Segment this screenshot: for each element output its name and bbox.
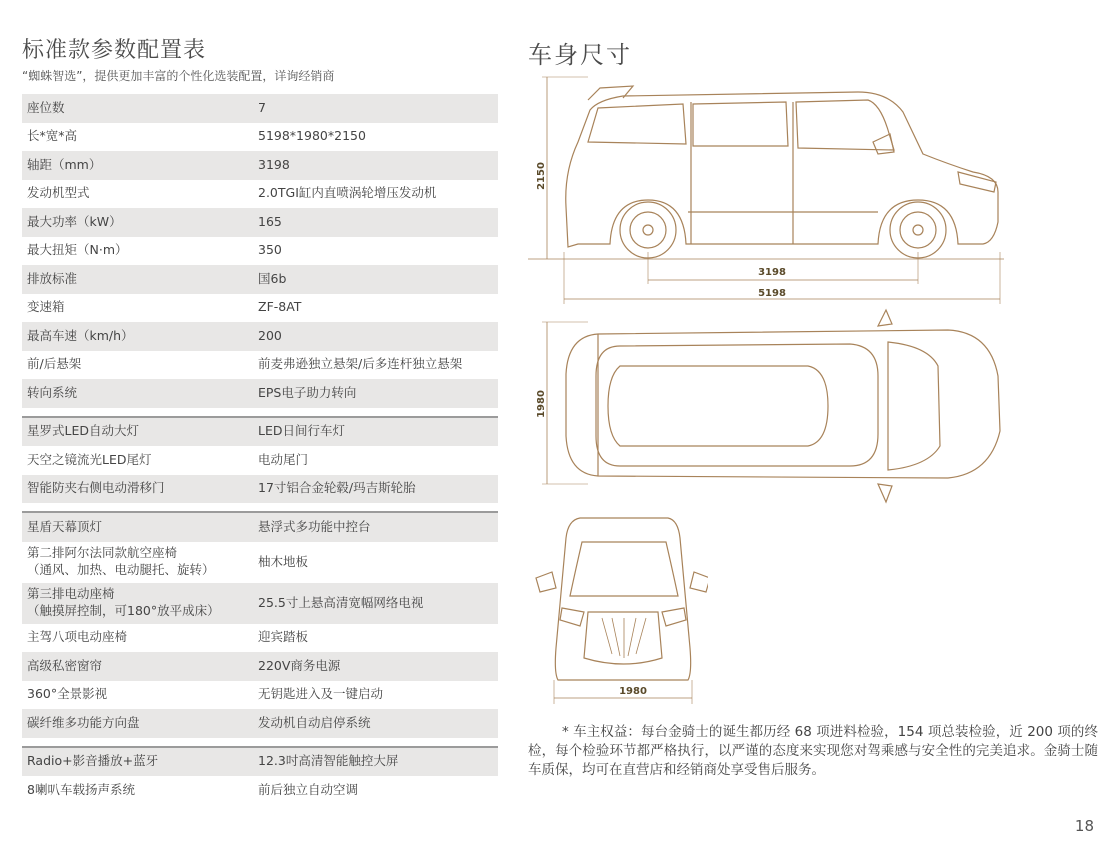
spec-row xyxy=(22,123,498,152)
spec-table xyxy=(22,94,498,805)
spec-key: 碳纤维多功能方向盘 xyxy=(27,714,140,730)
spec-row xyxy=(22,180,498,209)
spec-value: EPS电子助力转向 xyxy=(258,384,357,400)
spec-value: 前麦弗逊独立悬架/后多连杆独立悬架 xyxy=(258,356,463,372)
top-view-drawing xyxy=(528,306,1006,506)
spec-key: 8喇叭车载扬声系统 xyxy=(27,781,135,797)
spec-value: 7 xyxy=(258,99,266,115)
spec-row xyxy=(22,513,498,542)
spec-row xyxy=(22,748,498,777)
spec-key: Radio+影音播放+蓝牙 xyxy=(27,753,159,769)
spec-value: 2.0TGI缸内直喷涡轮增压发动机 xyxy=(258,185,437,201)
front-view-drawing xyxy=(528,508,708,708)
side-view-drawing xyxy=(528,72,1006,307)
spec-value: 12.3吋高清智能触控大屏 xyxy=(258,753,399,769)
spec-value: 200 xyxy=(258,327,282,343)
top-width-dimension-label: 1980 xyxy=(536,390,547,418)
spec-row xyxy=(22,151,498,180)
spec-row xyxy=(22,265,498,294)
spec-row xyxy=(22,208,498,237)
spec-key: 排放标准 xyxy=(27,270,78,286)
page-number: 18 xyxy=(1074,817,1094,835)
spec-key: 变速箱 xyxy=(27,299,65,315)
spec-group-gap xyxy=(22,503,498,511)
spec-key: 最大扭矩（N·m） xyxy=(27,242,128,258)
spec-key: 星盾天幕顶灯 xyxy=(27,518,103,534)
spec-key: 转向系统 xyxy=(27,384,78,400)
spec-group-gap xyxy=(22,408,498,416)
spec-value: 电动尾门 xyxy=(258,451,309,467)
wheelbase-dimension-label: 3198 xyxy=(758,267,786,278)
spec-row xyxy=(22,624,498,653)
spec-row xyxy=(22,94,498,123)
spec-value: ZF-8AT xyxy=(258,299,302,315)
length-dimension-label: 5198 xyxy=(758,288,786,299)
spec-value: LED日间行车灯 xyxy=(258,423,345,439)
owner-rights-note: * 车主权益：每台金骑士的诞生都历经 68 项进料检验，154 项总装检验，近 200 项的终检，每个检验环节都严格执行，以严谨的态度来实现您对驾乘感与安全性的完美追求。金骑士随车质保，均可在直营店和经销商处享受售后服务。 xyxy=(528,724,1098,778)
spec-row xyxy=(22,652,498,681)
spec-table-subtitle: “蜘蛛智选”，提供更加丰富的个性化选装配置，详询经销商 xyxy=(22,69,335,83)
spec-key: 长*宽*高 xyxy=(27,128,78,144)
spec-key: 轴距（mm） xyxy=(27,156,102,172)
spec-value: 350 xyxy=(258,242,282,258)
spec-key: 高级私密窗帘 xyxy=(27,657,103,673)
spec-row xyxy=(22,776,498,805)
spec-value: 迎宾踏板 xyxy=(258,629,309,645)
front-width-dimension-label: 1980 xyxy=(619,686,647,697)
spec-row xyxy=(22,583,498,624)
spec-key: 主驾八项电动座椅 xyxy=(27,629,128,645)
spec-group-gap xyxy=(22,738,498,746)
spec-value: 25.5寸上悬高清宽幅网络电视 xyxy=(258,594,424,610)
spec-value: 无钥匙进入及一键启动 xyxy=(258,686,384,702)
spec-key: 星罗式LED自动大灯 xyxy=(27,423,139,439)
spec-key: 发动机型式 xyxy=(27,185,90,201)
spec-key: 第二排阿尔法同款航空座椅 （通风、加热、电动腿托、旋转） xyxy=(27,545,215,577)
spec-row xyxy=(22,475,498,504)
spec-value: 柚木地板 xyxy=(258,553,309,569)
spec-key: 最大功率（kW） xyxy=(27,213,122,229)
spec-row xyxy=(22,294,498,323)
spec-key: 智能防夹右侧电动滑移门 xyxy=(27,480,165,496)
spec-row xyxy=(22,237,498,266)
dimensions-title: 车身尺寸 xyxy=(528,41,632,69)
spec-key: 前/后悬架 xyxy=(27,356,82,372)
spec-value: 3198 xyxy=(258,156,290,172)
spec-value: 国6b xyxy=(258,270,287,286)
spec-key: 第三排电动座椅 （触摸屏控制，可180°放平成床） xyxy=(27,586,220,618)
spec-row xyxy=(22,446,498,475)
spec-row xyxy=(22,681,498,710)
spec-key: 座位数 xyxy=(27,99,65,115)
spec-value: 165 xyxy=(258,213,282,229)
spec-row xyxy=(22,379,498,408)
spec-value: 5198*1980*2150 xyxy=(258,128,366,144)
spec-row xyxy=(22,542,498,583)
height-dimension-label: 2150 xyxy=(536,162,547,190)
spec-value: 前后独立自动空调 xyxy=(258,781,359,797)
spec-value: 发动机自动启停系统 xyxy=(258,714,371,730)
spec-key: 360°全景影视 xyxy=(27,686,108,702)
spec-row xyxy=(22,351,498,380)
spec-value: 悬浮式多功能中控台 xyxy=(258,518,371,534)
spec-row xyxy=(22,418,498,447)
spec-row xyxy=(22,709,498,738)
spec-value: 220V商务电源 xyxy=(258,657,341,673)
spec-value: 17寸铝合金轮毂/玛吉斯轮胎 xyxy=(258,480,416,496)
spec-table-title: 标准款参数配置表 xyxy=(22,38,207,63)
spec-key: 天空之镜流光LED尾灯 xyxy=(27,451,152,467)
spec-key: 最高车速（km/h） xyxy=(27,327,134,343)
spec-row xyxy=(22,322,498,351)
